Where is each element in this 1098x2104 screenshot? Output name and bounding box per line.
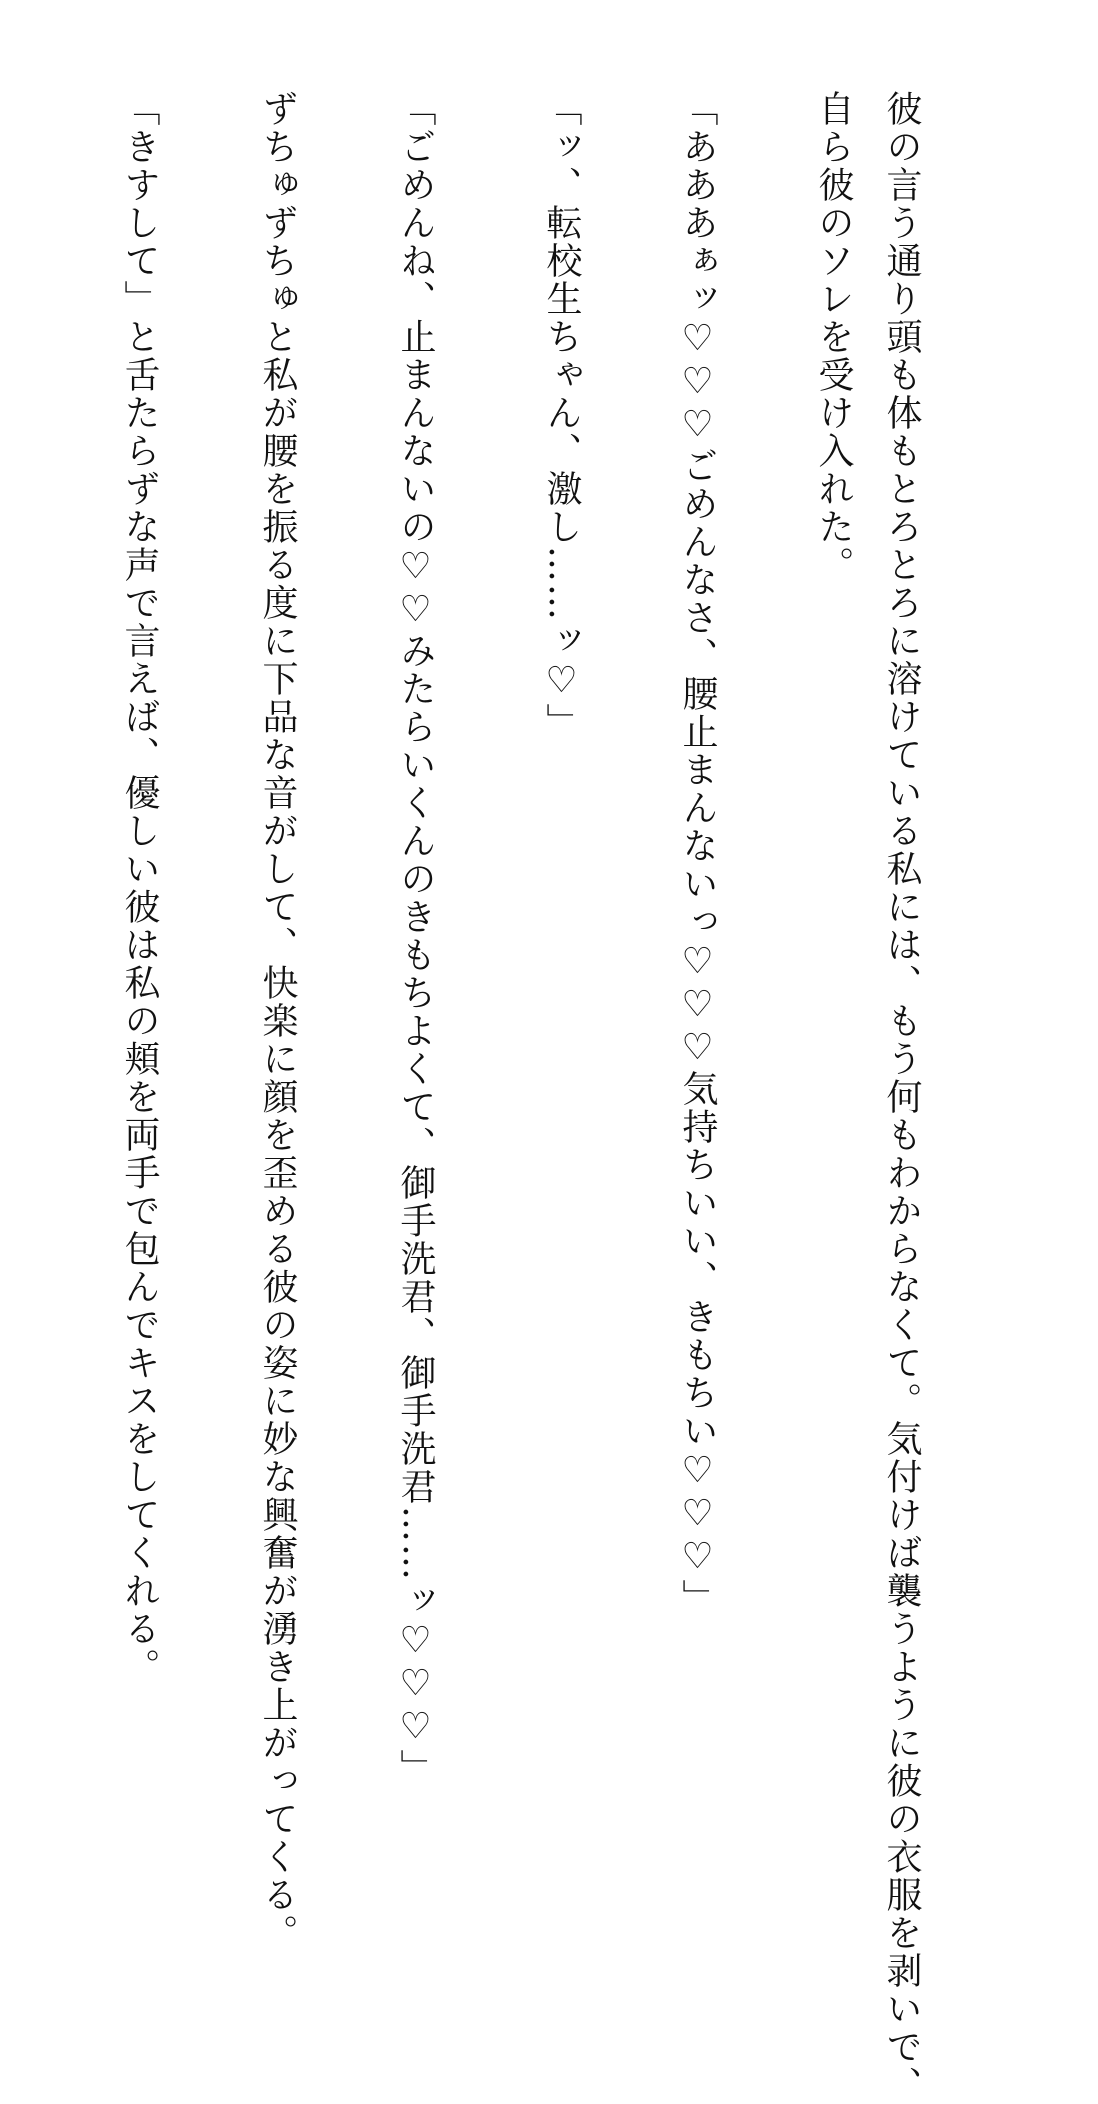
text-column-3: 「あああぁッ♡♡♡ごめんなさ、腰止まんないっ♡♡♡気持ちいい、きもちい♡♡♡」 — [677, 90, 718, 1617]
text-column-5: 「ごめんね、止まんないの♡♡みたらいくんのきもちよくて、御手洗君、御手洗君……ッ♡♡♡」 — [395, 90, 436, 1787]
text-column-1: 彼の言う通り頭も体もとろとろに溶けている私には、もう何もわからなくて。気付けば襲うように彼の衣服を剥いで、 — [881, 90, 922, 2104]
text-column-4: 「ッ、転校生ちゃん、激し……ッ♡」 — [541, 90, 582, 741]
text-column-2: 自ら彼のソレを受け入れた。 — [813, 90, 854, 584]
text-column-7: 「きすして」と舌たらずな声で言えば、優しい彼は私の頬を両手で包んでキスをしてくれる。 — [119, 90, 160, 1686]
text-column-6: ずちゅずちゅと私が腰を振る度に下品な音がして、快楽に顔を歪める彼の姿に妙な興奮が湧き上がってくる。 — [257, 90, 298, 1952]
